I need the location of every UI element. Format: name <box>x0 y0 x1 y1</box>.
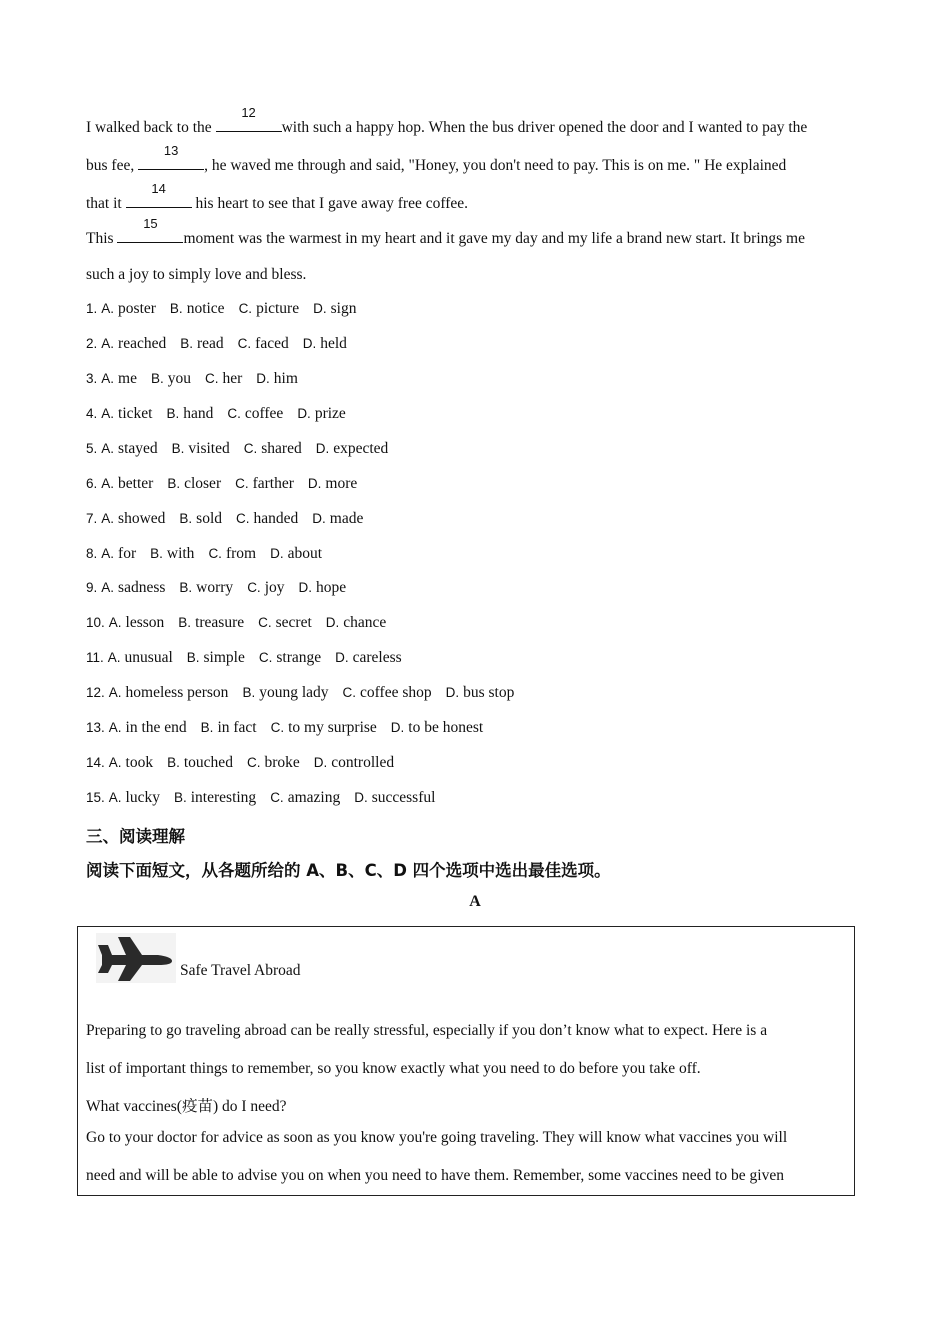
box-line-2: list of important things to remember, so you know exactly what you need to do before you take off. <box>86 1060 701 1077</box>
option-c: secret <box>275 614 312 632</box>
option-b: with <box>166 544 195 562</box>
option-letter: A. <box>101 580 115 596</box>
option-c: amazing <box>287 789 341 807</box>
option-letter: A. <box>101 335 115 351</box>
option-d: hope <box>316 579 347 597</box>
option-c: joy <box>264 579 285 597</box>
option-a: took <box>125 754 154 772</box>
blank-number: 13 <box>163 143 179 158</box>
option-letter: B. <box>150 545 163 561</box>
option-letter: A. <box>107 650 121 666</box>
option-letter: B. <box>242 685 256 701</box>
option-letter: C. <box>236 510 250 526</box>
blank-13 <box>138 143 204 170</box>
option-letter: C. <box>258 650 273 666</box>
option-b: notice <box>186 300 225 317</box>
box-subheading: What vaccines(疫苗) do I need? <box>86 1098 287 1115</box>
blank-number: 14 <box>151 181 166 196</box>
box-title: Safe Travel Abroad <box>180 962 301 979</box>
option-letter: B. <box>150 370 164 386</box>
option-letter: A. <box>101 405 115 421</box>
question-number: 14. <box>86 755 105 771</box>
option-letter: C. <box>238 301 253 316</box>
option-letter: D. <box>256 370 270 386</box>
option-letter: A. <box>101 301 115 316</box>
question-number: 13. <box>86 720 105 736</box>
question-row <box>86 405 346 423</box>
option-letter: D. <box>307 475 322 491</box>
option-letter: D. <box>313 755 328 771</box>
option-letter: D. <box>325 615 340 631</box>
option-d: prize <box>314 404 346 422</box>
option-letter: D. <box>297 405 311 421</box>
question-number: 15. <box>86 790 105 806</box>
passage-line-4 <box>86 216 805 248</box>
option-b: read <box>196 334 224 352</box>
option-letter: C. <box>270 790 284 806</box>
question-number: 10. <box>86 615 105 631</box>
option-d: about <box>287 544 323 562</box>
passage-line-5 <box>86 266 306 284</box>
blank-number: 12 <box>241 105 256 120</box>
question-row <box>86 440 388 458</box>
passage-text: This <box>86 230 118 247</box>
option-a: unusual <box>124 649 173 667</box>
question-row <box>86 370 298 388</box>
option-letter: D. <box>298 580 312 596</box>
blank-12 <box>216 105 282 132</box>
option-d: successful <box>371 789 436 807</box>
question-row <box>86 719 483 737</box>
passage-label: A <box>469 893 481 910</box>
blank-15 <box>117 216 183 243</box>
option-c: to my surprise <box>288 719 377 737</box>
option-b: visited <box>188 439 230 457</box>
option-c: broke <box>264 754 300 772</box>
option-letter: D. <box>312 510 326 526</box>
option-letter: B. <box>167 475 181 491</box>
question-row <box>86 614 386 632</box>
passage-text: moment was the warmest in my heart and it gave my day and my life a brand new start. It brings me <box>183 230 805 247</box>
option-a: lucky <box>125 789 160 807</box>
option-letter: C. <box>204 370 219 386</box>
question-number: 9. <box>86 580 98 596</box>
option-a: lesson <box>125 614 165 632</box>
option-letter: C. <box>270 720 285 736</box>
option-c: faced <box>255 334 289 352</box>
option-b: touched <box>183 754 233 772</box>
option-d: controlled <box>331 754 395 772</box>
option-b: in fact <box>217 719 257 737</box>
option-a: in the end <box>125 719 187 737</box>
question-number: 12. <box>86 685 105 701</box>
option-b: closer <box>184 474 222 492</box>
option-b: hand <box>183 404 214 422</box>
option-d: more <box>325 474 358 492</box>
option-letter: D. <box>390 720 405 736</box>
option-letter: A. <box>101 370 115 386</box>
option-d: careless <box>352 649 402 667</box>
question-row <box>86 684 514 702</box>
option-letter: B. <box>171 440 185 456</box>
option-c: her <box>222 369 243 387</box>
option-b: treasure <box>195 614 245 632</box>
question-row <box>86 335 347 353</box>
blank-number: 15 <box>143 216 158 231</box>
option-letter: D. <box>302 335 317 351</box>
option-letter: B. <box>200 720 214 736</box>
question-row <box>86 475 357 493</box>
option-letter: B. <box>179 580 193 596</box>
box-line-4: Go to your doctor for advice as soon as you know you're going traveling. They will know what vaccines you will <box>86 1129 788 1146</box>
passage-text: with such a happy hop. When the bus driver opened the door and I wanted to pay the <box>281 119 808 136</box>
option-a: homeless person <box>125 684 229 702</box>
passage-text: I walked back to the <box>86 119 216 136</box>
option-c: handed <box>253 509 299 527</box>
option-c: coffee shop <box>360 684 432 702</box>
question-number: 4. <box>86 405 98 421</box>
option-letter: D. <box>335 650 349 666</box>
option-letter: A. <box>108 755 122 771</box>
option-letter: C. <box>243 440 258 456</box>
option-letter: A. <box>108 615 122 631</box>
section-title: 三、阅读理解 <box>86 827 185 846</box>
option-letter: C. <box>235 475 249 491</box>
option-d: chance <box>343 614 387 632</box>
question-row <box>86 510 363 528</box>
option-a: better <box>118 474 154 492</box>
option-d: to be honest <box>408 719 484 737</box>
option-letter: B. <box>180 335 193 351</box>
option-c: from <box>225 544 257 562</box>
section-instruction: 阅读下面短文，从各题所给的 A、B、C、D 四个选项中选出最佳选项。 <box>86 861 611 880</box>
option-letter: A. <box>108 685 122 701</box>
option-b: sold <box>196 509 222 527</box>
option-letter: D. <box>315 440 330 456</box>
option-b: young lady <box>259 684 329 702</box>
question-number: 2. <box>86 335 98 351</box>
option-a: for <box>118 544 137 562</box>
passage-line-2 <box>86 143 787 175</box>
option-c: farther <box>252 474 294 492</box>
option-letter: A. <box>101 510 115 526</box>
passage-text: that it <box>86 195 126 212</box>
question-number: 3. <box>86 370 98 386</box>
option-letter: C. <box>258 615 272 631</box>
option-letter: B. <box>166 405 180 421</box>
question-number: 11. <box>86 650 104 666</box>
question-number: 7. <box>86 510 98 526</box>
option-b: worry <box>196 579 234 597</box>
blank-14 <box>126 181 192 208</box>
question-row <box>86 649 402 667</box>
passage-text: bus fee, <box>86 157 139 174</box>
option-b: simple <box>203 649 245 667</box>
option-a: reached <box>118 334 167 352</box>
option-letter: C. <box>227 405 241 421</box>
option-letter: A. <box>108 720 122 736</box>
option-b: you <box>167 369 191 387</box>
box-line-5: need and will be able to advise you on when you need to have them. Remember, some vaccines need to be given <box>86 1167 784 1184</box>
option-d: expected <box>333 439 389 457</box>
passage-line-3 <box>86 181 469 213</box>
airplane-icon <box>96 933 176 983</box>
option-c: picture <box>256 300 300 317</box>
option-letter: B. <box>167 755 180 771</box>
option-letter: B. <box>169 301 183 316</box>
question-row <box>86 545 322 563</box>
question-number: 6. <box>86 475 98 491</box>
option-letter: B. <box>173 790 187 806</box>
option-letter: C. <box>246 755 261 771</box>
question-row <box>86 579 346 597</box>
option-a: me <box>118 369 137 387</box>
option-a: stayed <box>118 439 158 457</box>
option-a: showed <box>118 509 166 527</box>
option-letter: B. <box>178 615 192 631</box>
option-d: held <box>320 334 347 352</box>
question-number: 1. <box>86 301 98 316</box>
option-letter: D. <box>445 685 460 701</box>
option-d: him <box>273 369 298 387</box>
option-letter: B. <box>179 510 193 526</box>
option-a: sadness <box>118 579 166 597</box>
option-letter: A. <box>108 790 122 806</box>
passage-line-1 <box>86 105 808 137</box>
option-letter: C. <box>342 685 357 701</box>
option-d: sign <box>330 300 357 317</box>
option-c: strange <box>276 649 322 667</box>
option-a: ticket <box>118 404 153 422</box>
option-letter: D. <box>313 301 327 316</box>
option-b: interesting <box>190 789 257 807</box>
option-letter: D. <box>354 790 368 806</box>
question-row <box>86 789 435 807</box>
passage-text: such a joy to simply love and bless. <box>86 266 307 283</box>
option-c: shared <box>261 439 302 457</box>
option-letter: A. <box>101 440 115 456</box>
option-letter: B. <box>186 650 200 666</box>
option-a: poster <box>118 300 156 317</box>
box-line-1: Preparing to go traveling abroad can be really stressful, especially if you don’t know what to expect. Here is a <box>86 1022 768 1039</box>
option-letter: D. <box>270 545 284 561</box>
question-row <box>86 754 394 772</box>
question-number: 8. <box>86 545 98 561</box>
option-letter: C. <box>237 335 252 351</box>
option-letter: C. <box>247 580 261 596</box>
option-letter: A. <box>101 475 115 491</box>
question-row <box>86 300 356 318</box>
option-letter: C. <box>208 545 222 561</box>
option-d: made <box>329 509 364 527</box>
passage-text: his heart to see that I gave away free coffee. <box>191 195 469 212</box>
option-c: coffee <box>244 404 284 422</box>
passage-text: , he waved me through and said, "Honey, you don't need to pay. This is on me. " He explained <box>204 157 787 174</box>
option-d: bus stop <box>463 684 515 702</box>
option-letter: A. <box>101 545 115 561</box>
question-number: 5. <box>86 440 98 456</box>
